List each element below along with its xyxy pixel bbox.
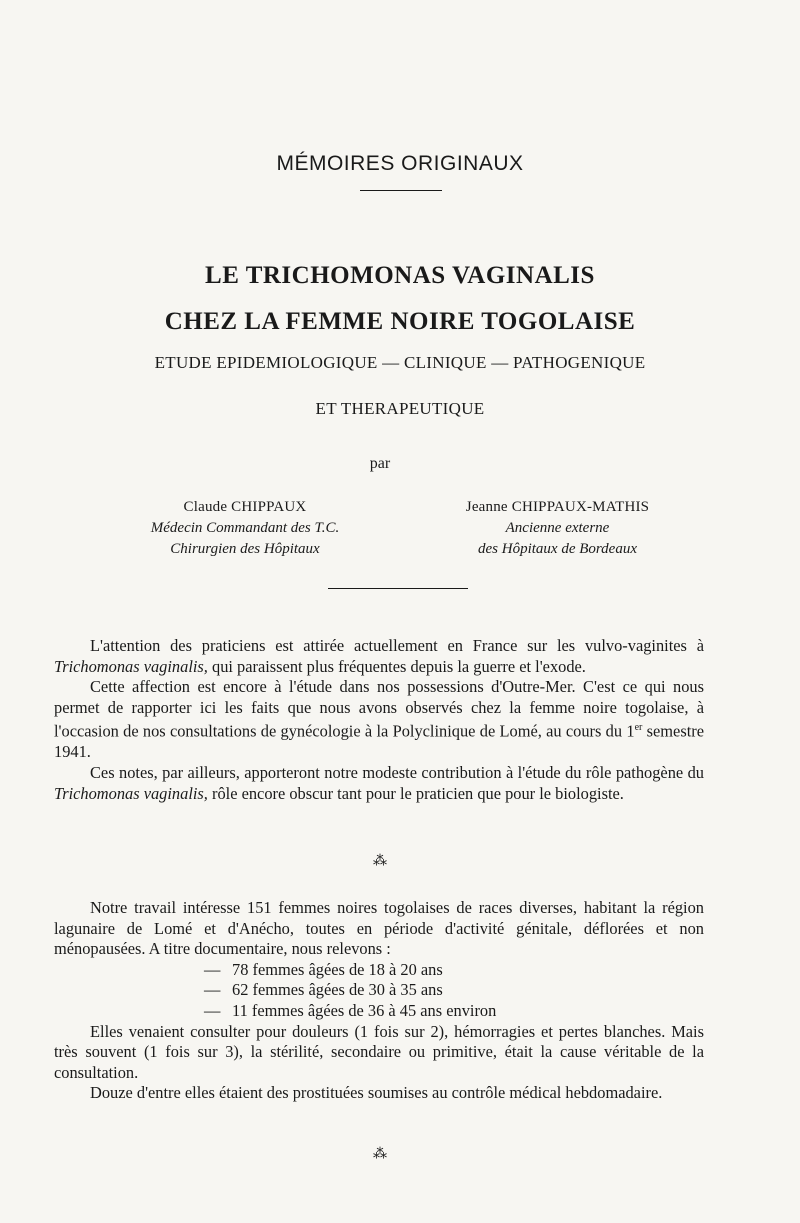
superscript: er [634, 722, 643, 734]
age-list [54, 960, 704, 1022]
dash-marker: — [204, 980, 221, 1000]
author-role: Chirurgien des Hôpitaux [170, 541, 320, 557]
list-item-text: 62 femmes âgées de 30 à 35 ans [232, 980, 443, 1000]
italic-term: Trichomonas vaginalis, [54, 656, 208, 676]
paragraph [54, 677, 704, 763]
section-heading: MÉMOIRES ORIGINAUX [276, 152, 524, 175]
paragraph: Elles venaient consulter pour douleurs (1 fois sur 2), hémorragies et pertes blanches. Mais très souvent (1 fois sur 3), la stérilité, secondaire ou primitive, était la cause véritable de la consultation. [54, 1021, 704, 1082]
dash-marker: — [204, 1000, 221, 1020]
paragraph [54, 763, 704, 804]
section-separator-stars: ⁂ [373, 854, 387, 869]
list-item [54, 960, 704, 981]
author-role: Ancienne externe [505, 520, 610, 536]
text-run: L'attention des praticiens est attirée actuellement en France sur les vulvo-vaginites à [90, 636, 704, 655]
text-run: Ces notes, par ailleurs, apporteront notre modeste contribution à l'étude du rôle pathogène du [90, 763, 704, 783]
author-2 [395, 497, 720, 560]
paragraph: Notre travail intéresse 151 femmes noires togolaises de races diverses, habitant la région lagunaire de Lomé et d'Anécho, toutes en période d'activité génitale, déflorées et non ménopausées. A titre documentaire, nous relevons : [54, 898, 704, 959]
author-rule [328, 588, 468, 589]
author-1 [95, 497, 395, 560]
list-item-text: 11 femmes âgées de 36 à 45 ans environ [232, 1000, 497, 1020]
heading-rule [360, 190, 442, 191]
byline: par [369, 455, 391, 472]
list-item [54, 1001, 704, 1022]
text-run: rôle encore obscur tant pour le praticien que pour le biologiste. [207, 783, 624, 803]
author-role: Médecin Commandant des T.C. [150, 520, 340, 536]
subtitle-line-1: ETUDE EPIDEMIOLOGIQUE — CLINIQUE — PATHOGENIQUE [154, 353, 646, 372]
author-name: Jeanne CHIPPAUX-MATHIS [465, 499, 650, 515]
body-block-1 [54, 636, 704, 804]
body-block-2 [54, 898, 704, 1104]
author-name: Claude CHIPPAUX [183, 499, 307, 515]
dash-marker: — [204, 959, 221, 979]
author-role: des Hôpitaux de Bordeaux [478, 541, 637, 557]
title-line-2: CHEZ LA FEMME NOIRE TOGOLAISE [164, 308, 636, 335]
list-item [54, 980, 704, 1001]
section-separator-stars: ⁂ [373, 1147, 387, 1162]
subtitle-line-2: ET THERAPEUTIQUE [315, 399, 485, 418]
text-run: qui paraissent plus fréquentes depuis la guerre et l'exode. [207, 656, 586, 676]
text-run: semestre 1941. [54, 721, 704, 762]
title-line-1: LE TRICHOMONAS VAGINALIS [205, 262, 595, 289]
text-run: Cette affection est encore à l'étude dans nos possessions d'Outre-Mer. C'est ce qui nous permet de rapporter ici les faits que nous avons observés chez la femme noire togolaise, à l'occasion de nos consultations de gynécologie à la Polyclinique de Lomé, au cours du 1 [54, 677, 704, 741]
italic-term: Trichomonas vaginalis, [54, 783, 208, 803]
paragraph [54, 636, 704, 677]
paragraph: Douze d'entre elles étaient des prostituées soumises au contrôle médical hebdomadaire. [90, 1083, 663, 1103]
list-item-text: 78 femmes âgées de 18 à 20 ans [232, 959, 443, 979]
